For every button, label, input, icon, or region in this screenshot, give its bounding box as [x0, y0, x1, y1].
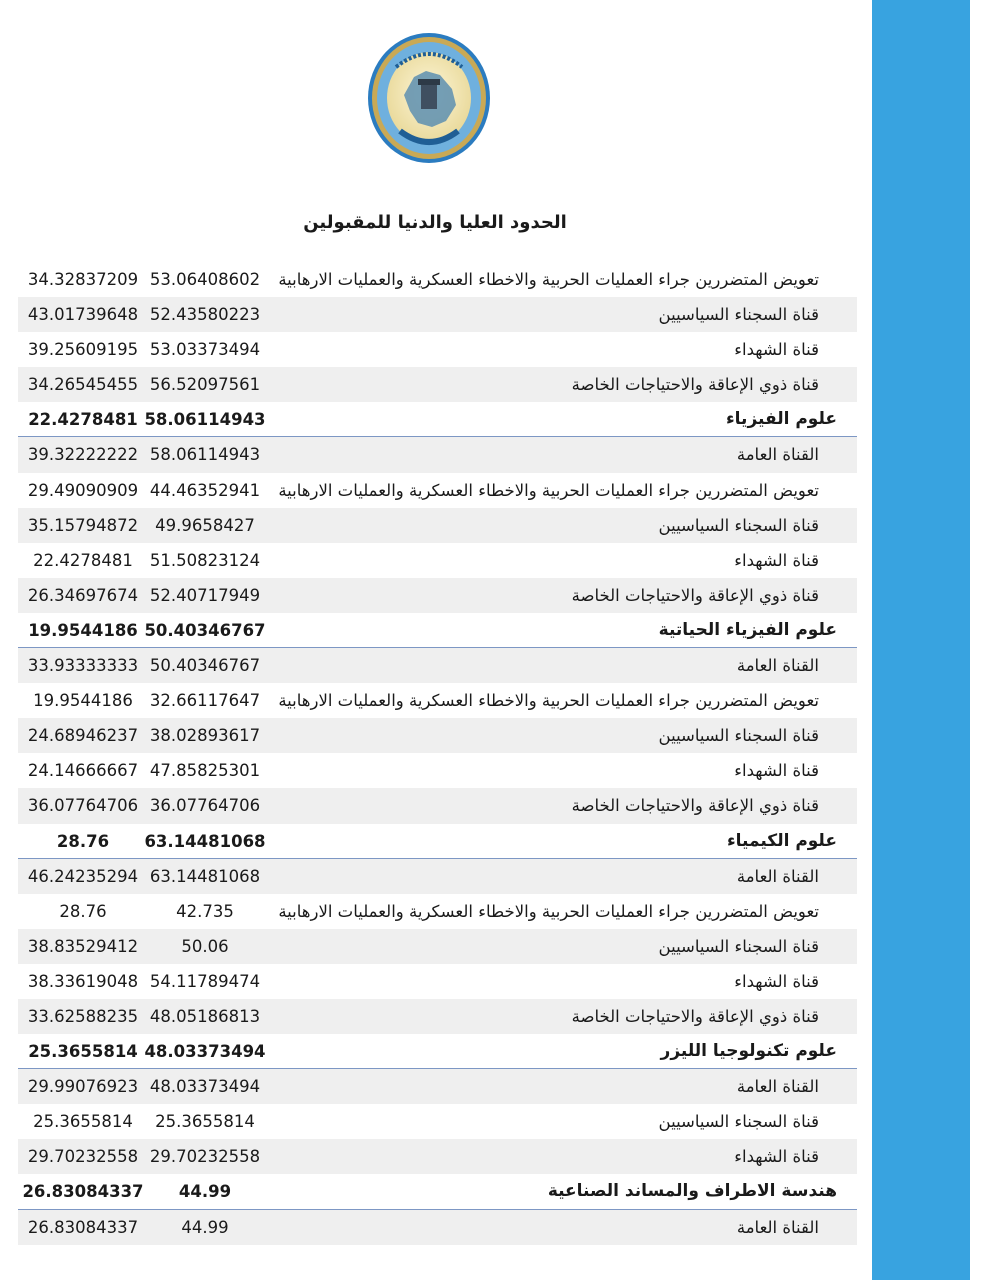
- max-value: 54.11789474: [149, 971, 261, 991]
- table-row: [18, 964, 857, 999]
- max-value: 44.99: [178, 1182, 232, 1202]
- min-value: 33.93333333: [27, 656, 139, 676]
- section-header-row: [18, 1174, 857, 1209]
- admission-limits-table: [18, 262, 857, 1245]
- channel-label: القناة العامة: [736, 656, 819, 676]
- min-value: 35.15794872: [27, 515, 139, 535]
- sidebar-blue-bar: [872, 0, 970, 1280]
- channel-label: علوم الكيمياء: [726, 830, 837, 851]
- channel-label: قناة الشهداء: [734, 971, 819, 991]
- min-value: 29.99076923: [27, 1077, 139, 1097]
- channel-label: قناة الشهداء: [734, 340, 819, 360]
- channel-label: علوم الفيزياء: [725, 409, 837, 430]
- min-value: 33.62588235: [27, 1006, 139, 1026]
- section-header-row: [18, 824, 857, 859]
- min-value: 34.32837209: [27, 270, 139, 289]
- table-row: [18, 332, 857, 367]
- min-value: 22.4278481: [28, 410, 138, 430]
- channel-label: قناة السجناء السياسيين: [658, 515, 819, 535]
- page-title: الحدود العليا والدنيا للمقبولين: [303, 212, 567, 233]
- max-value: 48.03373494: [149, 1077, 261, 1097]
- channel-label: تعويض المتضررين جراء العمليات الحربية والاخطاء العسكرية والعمليات الارهابية: [278, 270, 819, 289]
- min-value: 36.07764706: [27, 796, 139, 816]
- max-value: 32.66117647: [149, 691, 261, 711]
- section-header-row: [18, 613, 857, 648]
- table-row: [18, 437, 857, 472]
- channel-label: تعويض المتضررين جراء العمليات الحربية والاخطاء العسكرية والعمليات الارهابية: [278, 901, 819, 921]
- channel-label: هندسة الاطراف والمساند الصناعية: [547, 1181, 837, 1202]
- max-value: 63.14481068: [144, 831, 266, 851]
- section-header-row: [18, 1034, 857, 1069]
- min-value: 28.76: [56, 831, 110, 851]
- table-row: [18, 894, 857, 929]
- table-row: [18, 578, 857, 613]
- min-value: 43.01739648: [27, 305, 139, 325]
- channel-label: قناة ذوي الإعاقة والاحتياجات الخاصة: [571, 375, 819, 395]
- min-value: 22.4278481: [33, 550, 133, 570]
- table-row: [18, 367, 857, 402]
- max-value: 36.07764706: [149, 796, 261, 816]
- max-value: 50.40346767: [144, 620, 266, 640]
- max-value: 25.3655814: [155, 1112, 255, 1132]
- channel-label: القناة العامة: [736, 1217, 819, 1237]
- min-value: 19.9544186: [33, 691, 133, 711]
- max-value: 52.40717949: [149, 585, 261, 605]
- max-value: 53.03373494: [149, 340, 261, 360]
- table-row: [18, 683, 857, 718]
- table-row: [18, 929, 857, 964]
- channel-label: قناة ذوي الإعاقة والاحتياجات الخاصة: [571, 796, 819, 816]
- min-value: 25.3655814: [28, 1042, 138, 1062]
- table-row: [18, 859, 857, 894]
- table-row: [18, 1069, 857, 1104]
- min-value: 25.3655814: [33, 1112, 133, 1132]
- table-row: [18, 543, 857, 578]
- min-value: 28.76: [59, 901, 107, 921]
- table-row: [18, 1210, 857, 1245]
- min-value: 26.83084337: [27, 1217, 139, 1237]
- max-value: 38.02893617: [149, 726, 261, 746]
- channel-label: قناة السجناء السياسيين: [658, 1112, 819, 1132]
- channel-label: علوم الفيزياء الحياتية: [658, 619, 837, 640]
- max-value: 56.52097561: [149, 375, 261, 395]
- min-value: 26.83084337: [22, 1182, 144, 1202]
- min-value: 34.26545455: [27, 375, 139, 395]
- table-row: [18, 648, 857, 683]
- max-value: 49.9658427: [155, 515, 255, 535]
- table-row: [18, 999, 857, 1034]
- channel-label: علوم تكنولوجيا الليزر: [660, 1041, 837, 1062]
- table-row: [18, 297, 857, 332]
- max-value: 48.05186813: [149, 1006, 261, 1026]
- sidebar-decoration: [872, 0, 989, 1280]
- max-value: 44.99: [181, 1217, 229, 1237]
- table-row: [18, 753, 857, 788]
- table-row: [18, 718, 857, 753]
- min-value: 29.49090909: [27, 480, 139, 500]
- max-value: 50.40346767: [149, 656, 261, 676]
- channel-label: قناة السجناء السياسيين: [658, 936, 819, 956]
- channel-label: تعويض المتضررين جراء العمليات الحربية والاخطاء العسكرية والعمليات الارهابية: [278, 691, 819, 711]
- min-value: 46.24235294: [27, 866, 139, 886]
- table-row: [18, 1104, 857, 1139]
- max-value: 44.46352941: [149, 480, 261, 500]
- channel-label: قناة ذوي الإعاقة والاحتياجات الخاصة: [571, 1006, 819, 1026]
- max-value: 50.06: [181, 936, 229, 956]
- min-value: 39.32222222: [27, 445, 139, 465]
- seal-icon: [366, 31, 492, 165]
- channel-label: القناة العامة: [736, 866, 819, 886]
- max-value: 48.03373494: [144, 1042, 266, 1062]
- section-header-row: [18, 402, 857, 437]
- min-value: 26.34697674: [27, 585, 139, 605]
- channel-label: قناة السجناء السياسيين: [658, 726, 819, 746]
- max-value: 53.06408602: [149, 270, 261, 289]
- channel-label: تعويض المتضررين جراء العمليات الحربية والاخطاء العسكرية والعمليات الارهابية: [278, 480, 819, 500]
- channel-label: قناة الشهداء: [734, 550, 819, 570]
- max-value: 52.43580223: [149, 305, 261, 325]
- channel-label: قناة السجناء السياسيين: [658, 305, 819, 325]
- max-value: 63.14481068: [149, 866, 261, 886]
- max-value: 58.06114943: [144, 410, 266, 430]
- min-value: 24.14666667: [27, 761, 139, 781]
- max-value: 47.85825301: [149, 761, 261, 781]
- max-value: 29.70232558: [149, 1147, 261, 1167]
- min-value: 38.83529412: [27, 936, 139, 956]
- min-value: 29.70232558: [27, 1147, 139, 1167]
- table-row: [18, 473, 857, 508]
- min-value: 38.33619048: [27, 971, 139, 991]
- max-value: 42.735: [176, 901, 234, 921]
- channel-label: القناة العامة: [736, 1077, 819, 1097]
- min-value: 39.25609195: [27, 340, 139, 360]
- max-value: 58.06114943: [149, 445, 261, 465]
- channel-label: قناة ذوي الإعاقة والاحتياجات الخاصة: [571, 585, 819, 605]
- channel-label: قناة الشهداء: [734, 1147, 819, 1167]
- table-row: [18, 508, 857, 543]
- min-value: 24.68946237: [27, 726, 139, 746]
- table-row: [18, 262, 857, 297]
- min-value: 19.9544186: [28, 620, 138, 640]
- table-row: [18, 788, 857, 823]
- table-row: [18, 1139, 857, 1174]
- channel-label: القناة العامة: [736, 445, 819, 465]
- channel-label: قناة الشهداء: [734, 761, 819, 781]
- max-value: 51.50823124: [149, 550, 261, 570]
